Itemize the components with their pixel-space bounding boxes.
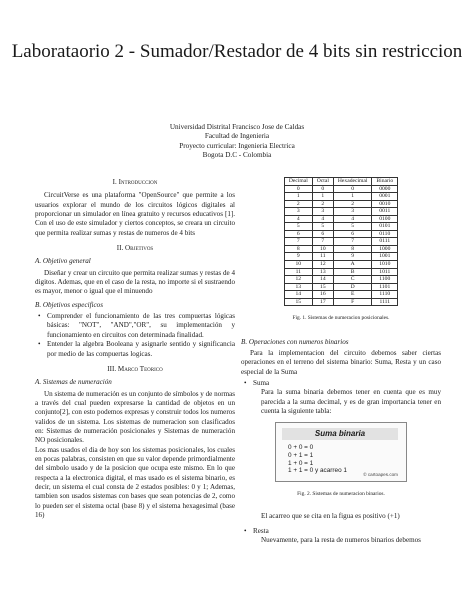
table-cell: 1100 bbox=[372, 276, 398, 284]
table-cell: 11 bbox=[284, 268, 312, 276]
table-cell: 7 bbox=[333, 238, 372, 246]
table-row bbox=[284, 276, 397, 284]
table-cell: 0 bbox=[333, 185, 372, 193]
affiliation-line: Facultad de Ingenieria bbox=[204, 132, 270, 141]
table-row bbox=[284, 223, 397, 231]
table-row bbox=[284, 261, 397, 269]
table-cell: 2 bbox=[312, 200, 333, 208]
table-cell: 1 bbox=[333, 193, 372, 201]
table-header-cell: Binario bbox=[372, 178, 398, 186]
table-cell: 15 bbox=[312, 283, 333, 291]
table-cell: 14 bbox=[312, 276, 333, 284]
table-cell: 3 bbox=[284, 208, 312, 216]
table-cell: 3 bbox=[312, 208, 333, 216]
suma-paragraph: Para la suma binaria debemos tener en cuenta que es muy parecida a la suma decimal, y es de gran importancia tener en cuenta la siguiente tabla: bbox=[261, 388, 441, 416]
table-cell: 13 bbox=[312, 268, 333, 276]
table-row bbox=[284, 283, 397, 291]
binary-sum-figure-title: Suma binaria bbox=[282, 428, 398, 440]
subsection-operaciones-binarios: B. Operaciones con numeros binarios bbox=[241, 337, 349, 346]
table-cell: 1111 bbox=[372, 298, 398, 306]
table-body bbox=[284, 185, 397, 306]
table-cell: 0 bbox=[284, 185, 312, 193]
table-row bbox=[284, 291, 397, 299]
table-cell: 4 bbox=[333, 215, 372, 223]
table-cell: 15 bbox=[284, 298, 312, 306]
table-cell: 9 bbox=[284, 253, 312, 261]
table-cell: B bbox=[333, 268, 372, 276]
table-cell: 1110 bbox=[372, 291, 398, 299]
figure-2-caption: Fig. 2. Sistemas de numeracion binarios. bbox=[297, 491, 385, 498]
table-cell: F bbox=[333, 298, 372, 306]
table-row bbox=[284, 200, 397, 208]
table-row bbox=[284, 268, 397, 276]
table-cell: 0111 bbox=[372, 238, 398, 246]
table-cell: 6 bbox=[312, 230, 333, 238]
sistemas-paragraph-1: Un sistema de numeración es un conjunto de símbolos y de normas a través del cual pueden expresarse la cantidad de objetos en un conjunto[2], con esto podemos expresas y construir todos los numeros validos de un sistema. Los sistemas de numeracion son clasificados en: Sistemas de numeración posicionales y Sistemas de numeración NO posicionales. bbox=[35, 389, 235, 445]
table-cell: 2 bbox=[333, 200, 372, 208]
table-header-cell: Octal bbox=[312, 178, 333, 186]
table-header-cell: Hexadecimal bbox=[333, 178, 372, 186]
list-item-text: Comprender el funcionamiento de las tres compuertas lógicas básicas: "NOT", "AND","OR", su implementación y funcionamiento en circuitos con determinada finalidad. bbox=[47, 312, 235, 339]
subsection-sistemas-numeracion: A. Sistemas de numeración bbox=[35, 378, 112, 387]
bullet-icon: • bbox=[38, 340, 41, 349]
table-cell: A bbox=[333, 261, 372, 269]
table-cell: 1 bbox=[284, 193, 312, 201]
sistemas-paragraph-2: Los mas usados el dia de hoy son los sistemas posicionales, los cuales en pocas palabras, consisten en que su valor depende primordialmente del simbolo usado y de la posicion que ocupa este mismo. En lo que respecta a la electronica digital, el mas usado es el sistema binario, es decir, un sistema el cual consta de 2 estados posibles: 0 y 1; Ademas, tambien son usados sistemas con bases que sean potencias de 2, como lo pueden ser el sistema octal (base 8) y el sistema hexagesimal (base 16) bbox=[35, 445, 235, 519]
suma-label: Suma bbox=[253, 379, 270, 388]
acarreo-paragraph: El acarreo que se cita en la figua es positivo (+1) bbox=[261, 511, 400, 520]
section-heading-marco-teorico: III. Marco Teorico bbox=[107, 364, 163, 373]
table-cell: 5 bbox=[284, 223, 312, 231]
table-cell: E bbox=[333, 291, 372, 299]
sum-rule-line: 0 + 0 = 0 bbox=[288, 444, 314, 452]
table-cell: 6 bbox=[333, 230, 372, 238]
resta-label: Resta bbox=[253, 527, 269, 536]
table-cell: 9 bbox=[333, 253, 372, 261]
table-cell: 0011 bbox=[372, 208, 398, 216]
table-header-row bbox=[284, 178, 397, 186]
objetivos-list bbox=[35, 312, 235, 359]
table-cell: 10 bbox=[312, 245, 333, 253]
table-cell: 14 bbox=[284, 291, 312, 299]
table-cell: 4 bbox=[284, 215, 312, 223]
table-cell: 0010 bbox=[372, 200, 398, 208]
list-item-text: Entender la algebra Booleana y asignarle sentido y significancia por medio de las compuertas logicas. bbox=[47, 340, 235, 358]
list-item bbox=[35, 312, 235, 340]
list-item-resta bbox=[241, 527, 441, 536]
table-cell: 8 bbox=[333, 245, 372, 253]
table-cell: 12 bbox=[284, 276, 312, 284]
bullet-icon: • bbox=[244, 379, 247, 388]
table-cell: 6 bbox=[284, 230, 312, 238]
bullet-icon: • bbox=[244, 527, 247, 536]
operaciones-list bbox=[241, 379, 441, 388]
table-cell: 1101 bbox=[372, 283, 398, 291]
list-item bbox=[35, 340, 235, 359]
sum-rule-line: 0 + 1 = 1 bbox=[288, 451, 314, 459]
table-row bbox=[284, 230, 397, 238]
figure-1-caption: Fig. 1. Sistemas de numeracion posicionales. bbox=[292, 315, 390, 322]
table-cell: 5 bbox=[333, 223, 372, 231]
objetivo-general-paragraph: Diseñar y crear un circuito que permita realizar sumas y restas de 4 digitos. Ademas, que en el caso de la resta, no importe si el sustraendo es mayor, menor o igual que el minuendo bbox=[35, 268, 235, 296]
table-cell: 17 bbox=[312, 298, 333, 306]
table-cell: D bbox=[333, 283, 372, 291]
paper-title: Laborataorio 2 - Sumador/Restador de 4 bits sin restriccion bbox=[11, 41, 463, 62]
table-cell: 5 bbox=[312, 223, 333, 231]
table-cell: 8 bbox=[284, 245, 312, 253]
table-cell: 0000 bbox=[372, 185, 398, 193]
numeral-systems-table bbox=[284, 177, 398, 306]
table-cell: 0101 bbox=[372, 223, 398, 231]
table-cell: 1000 bbox=[372, 245, 398, 253]
table-cell: 7 bbox=[312, 238, 333, 246]
table-cell: 10 bbox=[284, 261, 312, 269]
table-row bbox=[284, 253, 397, 261]
table-cell: 13 bbox=[284, 283, 312, 291]
table-cell: 1 bbox=[312, 193, 333, 201]
right-column bbox=[241, 177, 441, 546]
subsection-objetivo-general: A. Objetivo general bbox=[35, 257, 91, 266]
author-block bbox=[0, 123, 474, 160]
list-item-suma bbox=[241, 379, 441, 388]
sum-rule-line: 1 + 1 = 0 y acarreo 1 bbox=[288, 467, 347, 475]
table-cell: 0110 bbox=[372, 230, 398, 238]
subsection-objetivos-especificos: B. Objetivos especificos bbox=[35, 300, 103, 309]
resta-list bbox=[241, 527, 441, 536]
binary-sum-rules bbox=[288, 444, 347, 474]
table-header-cell: Decimal bbox=[284, 178, 312, 186]
table-row bbox=[284, 215, 397, 223]
table-cell: 1010 bbox=[372, 261, 398, 269]
affiliation-line: Universidad Distrital Francisco Jose de Caldas bbox=[169, 123, 305, 131]
table-cell: 4 bbox=[312, 215, 333, 223]
table-cell: 16 bbox=[312, 291, 333, 299]
bullet-icon: • bbox=[38, 312, 41, 321]
table-row bbox=[284, 208, 397, 216]
table-cell: 0100 bbox=[372, 215, 398, 223]
table-cell: 1011 bbox=[372, 268, 398, 276]
sum-rule-line: 1 + 0 = 1 bbox=[288, 459, 314, 467]
table-cell: 0001 bbox=[372, 193, 398, 201]
table-cell: 7 bbox=[284, 238, 312, 246]
operaciones-paragraph: Para la implementacion del circuito debemos saber ciertas operaciones en el terreno del sistema binario: Suma, Resta y un caso especial de la Suma bbox=[241, 348, 441, 376]
binary-sum-figure bbox=[275, 422, 407, 482]
table-row bbox=[284, 185, 397, 193]
table-row bbox=[284, 238, 397, 246]
affiliation-line: Bogota D.C - Colombia bbox=[202, 150, 272, 159]
table-cell: C bbox=[333, 276, 372, 284]
table-row bbox=[284, 298, 397, 306]
table-cell: 12 bbox=[312, 261, 333, 269]
table-cell: 1001 bbox=[372, 253, 398, 261]
table-row bbox=[284, 193, 397, 201]
table-cell: 11 bbox=[312, 253, 333, 261]
table-cell: 3 bbox=[333, 208, 372, 216]
figure-credit: © cartoapes.com bbox=[363, 472, 398, 478]
table-row bbox=[284, 245, 397, 253]
table-cell: 0 bbox=[312, 185, 333, 193]
resta-paragraph: Nuevamente, para la resta de numeros binarios debemos bbox=[261, 536, 421, 545]
section-heading-introduccion: I. Introduccion bbox=[112, 178, 158, 186]
table-cell: 2 bbox=[284, 200, 312, 208]
intro-paragraph: CircuitVerse es una plataforma "OpenSource" que permite a los usuarios explorar el mundo de los circuitos lógicos digitales al proporcionar un simulador en línea gratuito y recursos educativos [1]. Con el uso de este simulador y ciertos conceptos, se creara un circuito que permita realizar sumas y restas de numeros de 4 bits bbox=[35, 191, 235, 237]
affiliation-line: Proyecto curricular: Ingenieria Electrica bbox=[179, 141, 295, 150]
left-column bbox=[35, 172, 235, 520]
section-heading-objetivos: II. Objetivos bbox=[116, 244, 154, 253]
